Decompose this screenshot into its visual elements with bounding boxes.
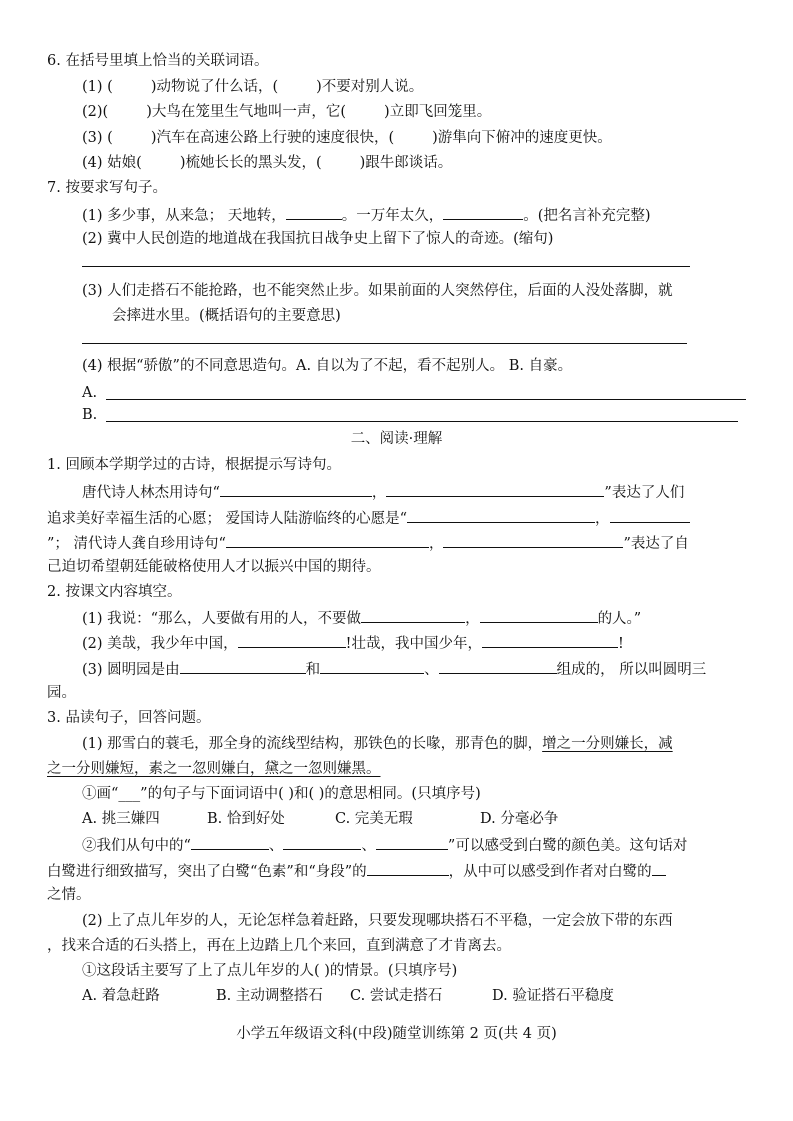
q7-title: 7. 按要求写句子。: [47, 180, 167, 196]
r1-title: 1. 回顾本学期学过的古诗，根据提示写诗句。: [47, 457, 341, 473]
r2-blank-4[interactable]: [482, 632, 618, 648]
r1-line-2: [47, 507, 690, 529]
r3-q1-option-b[interactable]: B. 恰到好处: [207, 811, 285, 827]
r3-q1-option-c[interactable]: C. 完美无瑕: [335, 811, 413, 827]
q6-item-2-a: (2)(: [82, 104, 109, 120]
r3-q1-option-d[interactable]: D. 分毫必争: [480, 811, 559, 827]
q7-s3-line-1: (3) 人们走搭石不能抢路，也不能突然止步。如果前面的人突然停住，后面的人没处落脚，就: [82, 283, 673, 299]
r3-q2-line-2: [47, 860, 666, 882]
r2-l2-b: !壮哉，我中国少年，: [345, 636, 482, 652]
r3-p1-a: (1) 那雪白的蓑毛，那全身的流线型结构，那铁色的长喙，那青色的脚，: [82, 736, 543, 752]
r1-l3-c: ”表达了自: [623, 536, 689, 552]
q6-item-1-b: )动物说了什么话，(: [150, 79, 279, 95]
r1-line-1: [82, 481, 684, 503]
r3-q3-option-d[interactable]: D. 验证搭石平稳度: [492, 988, 614, 1004]
q6-item-3-c: )游隼向下俯冲的速度更快。: [432, 130, 612, 146]
r2-l3-b: 和: [305, 662, 321, 678]
r3-q2-a: ②我们从句中的“: [82, 838, 191, 854]
r2-l2-c: !: [617, 636, 624, 652]
r2-l1-a: (1) 我说：“那么，人要做有用的人，不要做: [82, 611, 362, 627]
r1-l2-b: ，: [595, 511, 610, 527]
r3-q2-blank-4[interactable]: [367, 860, 449, 876]
r2-l3-c: 、: [424, 662, 439, 678]
r1-line-4: 己迫切希望朝廷能破格使用人才以振兴中国的期待。: [47, 559, 381, 575]
r2-line-2: [82, 632, 624, 654]
q6-item-4-c: )跟牛郎谈话。: [359, 155, 453, 171]
r2-blank-7[interactable]: [439, 658, 557, 674]
r3-q3-options: [82, 986, 614, 1006]
r2-blank-3[interactable]: [238, 632, 346, 648]
q6-title: 6. 在括号里填上恰当的关联词语。: [47, 53, 269, 69]
r1-l1-a: 唐代诗人林杰用诗句“: [82, 485, 220, 501]
q6-item-4-a: (4) 姑娘(: [82, 155, 142, 171]
q6-item-2: [82, 102, 491, 122]
q7-s4-answer-line-b[interactable]: [106, 421, 738, 422]
r3-q2-f: ，从中可以感受到作者对白鹭的: [448, 864, 652, 880]
r3-q3-option-c[interactable]: C. 尝试走搭石: [350, 988, 443, 1004]
r3-passage-1-line-1: [82, 734, 673, 754]
section-heading-reading: 二、阅读·理解: [350, 431, 443, 447]
r2-l1-c: 的人。”: [597, 611, 642, 627]
r3-p1-underlined-1: 增之一分则嫌长，减: [542, 736, 673, 752]
r3-title: 3. 品读句子，回答问题。: [47, 710, 211, 726]
r3-q2-c: 、: [361, 838, 376, 854]
r2-l3-a: (3) 圆明园是由: [82, 662, 180, 678]
q7-s1-blank-1[interactable]: [286, 204, 342, 220]
r3-q2-blank-3[interactable]: [376, 834, 448, 850]
r3-q2-e: 白鹭进行细致描写，突出了白鹭“色素”和“身段”的: [47, 864, 367, 880]
q6-item-3-a: (3) (: [82, 130, 113, 146]
r2-l1-b: ，: [465, 611, 480, 627]
r3-q2-b: 、: [268, 838, 284, 854]
r3-q2-line-1: [82, 834, 687, 856]
r3-q3-option-a[interactable]: A. 着急赶路: [82, 988, 160, 1004]
r2-blank-5[interactable]: [180, 658, 306, 674]
r1-blank-2[interactable]: [386, 481, 604, 497]
page-footer: 小学五年级语文科(中段)随堂训练第 2 页(共 4 页): [236, 1026, 557, 1042]
r1-l2-a: 追求美好幸福生活的心愿； 爱国诗人陆游临终的心愿是“: [47, 511, 408, 527]
r2-l2-a: (2) 美哉，我少年中国，: [82, 636, 238, 652]
r3-passage-2-line-2: ，找来合适的石头搭上，再在上边踏上几个来回，直到满意了才肯离去。: [47, 938, 511, 954]
q6-item-2-c: )立即飞回笼里。: [384, 104, 492, 120]
r1-line-3: [47, 532, 689, 554]
q7-s3-answer-line[interactable]: [82, 343, 687, 344]
q6-item-1-c: )不要对别人说。: [316, 79, 424, 95]
r1-blank-6[interactable]: [443, 532, 623, 548]
q7-s1-blank-2[interactable]: [443, 204, 523, 220]
r3-q2-blank-5[interactable]: [652, 860, 666, 876]
q6-item-4-b: )梳她长长的黑头发，(: [179, 155, 322, 171]
r3-q3-option-b[interactable]: B. 主动调整搭石: [216, 988, 323, 1004]
q7-s1-c: 。(把名言补充完整): [523, 208, 651, 224]
q7-s1: [82, 204, 651, 226]
q7-s4-answer-line-a[interactable]: [106, 399, 746, 400]
q6-item-3: [82, 128, 612, 148]
q7-s4-label-b: B.: [82, 407, 98, 423]
r2-blank-6[interactable]: [320, 658, 424, 674]
r2-blank-1[interactable]: [361, 607, 465, 623]
r1-blank-4[interactable]: [610, 507, 690, 523]
r1-l3-b: ，: [428, 536, 444, 552]
r3-q2-blank-2[interactable]: [283, 834, 361, 850]
r1-l1-c: ”表达了人们: [604, 485, 685, 501]
r3-passage-2-line-1: (2) 上了点儿年岁的人，无论怎样急着赶路，只要发现哪块搭石不平稳，一定会放下带的东西: [82, 913, 673, 929]
r3-q3: ①这段话主要写了上了点儿年岁的人( )的情景。(只填序号): [82, 963, 458, 979]
q7-s1-a: (1) 多少事，从来急； 天地转，: [82, 208, 286, 224]
r1-blank-5[interactable]: [226, 532, 429, 548]
r2-l3-d: 组成的， 所以叫圆明三: [556, 662, 707, 678]
r3-q1: ①画“___”的句子与下面词语中( )和( )的意思相同。(只填序号): [82, 786, 481, 802]
r3-q1-options: [82, 809, 558, 829]
r1-blank-3[interactable]: [407, 507, 595, 523]
r2-line-4: 园。: [47, 685, 76, 701]
q6-item-1: [82, 77, 423, 97]
q6-item-4: [82, 153, 452, 173]
r3-p1-underlined-2: 之一分则嫌短，素之一忽则嫌白，黛之一忽则嫌黑。: [47, 761, 381, 777]
r2-blank-2[interactable]: [480, 607, 598, 623]
r3-q2-d: ”可以感受到白鹭的颜色美。这句话对: [447, 838, 688, 854]
q7-s2: (2) 冀中人民创造的地道战在我国抗日战争史上留下了惊人的奇迹。(缩句): [82, 231, 554, 247]
r3-q1-option-a[interactable]: A. 挑三嫌四: [82, 811, 160, 827]
q7-s3-line-2: 会摔进水里。(概括语句的主要意思): [112, 308, 341, 324]
r3-q2-line-3: 之情。: [47, 887, 91, 903]
r2-line-3: [82, 658, 706, 680]
q7-s2-answer-line[interactable]: [82, 266, 690, 267]
q7-s4-label-a: A.: [82, 385, 98, 401]
q6-item-2-b: )大鸟在笼里生气地叫一声，它(: [146, 104, 347, 120]
r2-line-1: [82, 607, 641, 629]
r1-l3-a: ”； 清代诗人龚自珍用诗句“: [47, 536, 226, 552]
q6-item-1-a: (1) (: [82, 79, 113, 95]
q7-s1-b: 。一万年太久，: [341, 208, 444, 224]
r3-q2-blank-1[interactable]: [191, 834, 269, 850]
q7-s4: (4) 根据“骄傲”的不同意思造句。A. 自以为了不起，看不起别人。 B. 自豪。: [82, 358, 573, 374]
q6-item-3-b: )汽车在高速公路上行驶的速度很快，(: [150, 130, 395, 146]
r2-title: 2. 按课文内容填空。: [47, 584, 182, 600]
r1-l1-b: ，: [371, 485, 387, 501]
r1-blank-1[interactable]: [220, 481, 372, 497]
